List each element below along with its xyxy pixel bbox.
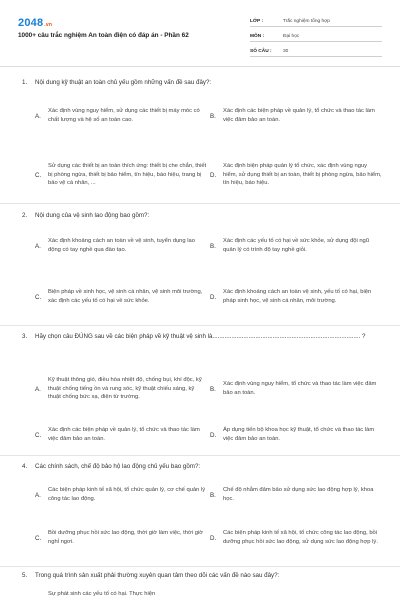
option-d[interactable] [210, 276, 382, 318]
option-text: Các biện pháp kinh tế xã hội, tổ chức quản lý, cơ chế quản lý công tác lao động. [48, 487, 206, 502]
option-label: A. [35, 242, 41, 250]
option-c[interactable] [35, 147, 207, 203]
question-separator [0, 203, 400, 204]
option-text: Xác định khoảng cách an toàn về vệ sinh, tuyển dụng lao động có tay nghề qua đào tạo. [48, 238, 195, 253]
info-row-count [250, 42, 382, 57]
question-body: Nội dung kỹ thuật an toàn chủ yếu gồm những vấn đề sau đây?: [35, 79, 212, 86]
option-b[interactable] [210, 226, 382, 266]
question-number: 5. [22, 572, 28, 579]
option-label: B. [210, 491, 216, 499]
option-c[interactable] [35, 517, 207, 559]
option-text: Xác định khoảng cách an toàn vệ sinh, yếu tố có hại, biện pháp sinh học, vệ sinh cá nhân, môi trường. [223, 289, 372, 304]
option-label: C. [35, 431, 42, 439]
option-a[interactable] [35, 590, 207, 600]
question-body: Trong quá trình sản xuất phải thường xuyên quan tâm theo dõi các vấn đề nào sau đây?: [35, 572, 280, 579]
option-label: B. [210, 242, 216, 250]
option-text: Xác định vùng nguy hiểm, sử dụng các thiết bị máy móc có chất lượng và hệ số an toàn cao. [48, 108, 200, 123]
question-text [22, 463, 382, 472]
option-a[interactable] [35, 479, 207, 511]
option-text: Sử dụng các thiết bị an toàn thích ứng: thiết bị che chắn, thiết bị phòng ngừa, thiết bị bảo hiểm, tín hiệu, báo hiệu, trang bị bảo vệ cá nhân, ... [48, 162, 207, 187]
option-text: Kỹ thuật thông gió, điều hòa nhiệt độ, chống bụi, khí độc, kỹ thuật chống tiếng ồn và rung sóc, kỹ thuật chiếu sáng, kỹ thuật chống bức xạ, điện từ trường. [48, 376, 202, 401]
question-separator [0, 566, 400, 567]
question-2 [22, 212, 382, 304]
option-a[interactable] [35, 361, 207, 417]
info-value: Trắc nghiệm tổng hợp [283, 19, 330, 24]
option-text: Các biện pháp kinh tế xã hội, tổ chức công tác lao động, bồi dưỡng phục hồi sức lao động, sử dụng sức lao động hợp lý. [223, 530, 378, 545]
question-text [22, 572, 382, 581]
question-text [22, 212, 382, 221]
option-d[interactable] [210, 147, 382, 203]
question-separator [0, 455, 400, 456]
question-number: 2. [22, 212, 28, 219]
question-number: 4. [22, 463, 28, 470]
question-3 [22, 333, 382, 442]
info-row-subject [250, 27, 382, 42]
logo-text: 2048 [18, 17, 44, 29]
question-body: Các chính sách, chế độ bảo hộ lao động chủ yếu bao gồm?: [35, 463, 201, 470]
option-label: D. [210, 171, 217, 179]
question-number: 1. [22, 79, 28, 86]
option-text: Sự phát sinh các yếu tố có hại. Thực hiện [48, 591, 156, 597]
logo-suffix: .vn [44, 22, 53, 28]
page-header [0, 0, 400, 62]
option-label: D. [210, 431, 217, 439]
option-label: C. [35, 293, 42, 301]
option-b[interactable] [210, 479, 382, 511]
option-d[interactable] [210, 421, 382, 449]
info-key: MÔN : [250, 34, 265, 39]
option-label: A. [35, 112, 41, 120]
option-b[interactable] [210, 93, 382, 139]
option-text: Biện pháp về sinh học, vệ sinh cá nhân, vệ sinh môi trường, xác định các yếu tố có hại về sức khỏe. [48, 289, 203, 304]
header-divider [0, 66, 400, 67]
question-1 [22, 79, 382, 187]
question-text [22, 79, 382, 88]
option-a[interactable] [35, 93, 207, 139]
info-row-class [250, 12, 382, 27]
question-4 [22, 463, 382, 545]
option-label: A. [35, 385, 41, 393]
option-label: D. [210, 293, 217, 301]
info-key: SỐ CÂU : [250, 49, 272, 54]
info-key: LỚP : [250, 19, 264, 24]
question-separator [0, 325, 400, 326]
option-label: B. [210, 112, 216, 120]
option-label: A. [35, 491, 41, 499]
info-value: 30 [283, 49, 289, 54]
info-value: Đại học [283, 34, 300, 39]
option-label: C. [35, 534, 42, 542]
option-c[interactable] [35, 421, 207, 449]
option-c[interactable] [35, 276, 207, 318]
option-text: Xác định các biện pháp về quản lý, tổ chức và thao tác làm việc đảm bảo an toàn. [223, 108, 375, 123]
question-5 [22, 572, 382, 597]
document-title: 1000+ câu trắc nghiệm An toàn điện có đáp án - Phần 62 [18, 32, 189, 39]
question-number: 3. [22, 333, 28, 340]
option-label: B. [210, 385, 216, 393]
option-d[interactable] [210, 517, 382, 559]
option-text: Bồi dưỡng phục hồi sức lao động, thời giờ làm việc, thời giờ nghỉ ngơi. [48, 530, 204, 545]
question-body: Nội dung của vệ sinh lao động bao gồm?: [35, 212, 150, 219]
question-body: Hãy chọn câu ĐÚNG sau về các biện pháp về kỹ thuật vệ sinh là...................................................................................... ? [35, 333, 366, 340]
option-text: Xác định các yếu tố có hại về sức khỏe, sử dụng đội ngũ quản lý có trình độ tay nghề giỏi. [223, 238, 370, 253]
info-box [250, 12, 382, 57]
option-text: Xác định biện pháp quản lý tổ chức, xác định vùng nguy hiểm, sử dụng thiết bị an toàn, thiết bị phòng ngừa, bảo hiểm, tín hiệu, báo hiệu. [223, 162, 382, 187]
option-text: Xác định vùng nguy hiểm, tổ chức và thao tác làm việc đảm bảo an toàn. [223, 381, 377, 396]
option-label: C. [35, 171, 42, 179]
question-text [22, 333, 382, 342]
option-text: Áp dụng tiến bộ khoa học kỹ thuật, tổ chức và thao tác làm việc đảm bảo an toàn. [223, 427, 375, 442]
option-text: Xác định các biện pháp về quản lý, tổ chức và thao tác làm việc đảm bảo an toàn. [48, 427, 200, 442]
option-text: Chế độ nhằm đảm bảo sử dụng sức lao động hợp lý, khoa học. [223, 487, 374, 502]
site-logo[interactable] [18, 17, 52, 29]
option-b[interactable] [210, 361, 382, 417]
option-a[interactable] [35, 226, 207, 266]
option-label: D. [210, 534, 217, 542]
